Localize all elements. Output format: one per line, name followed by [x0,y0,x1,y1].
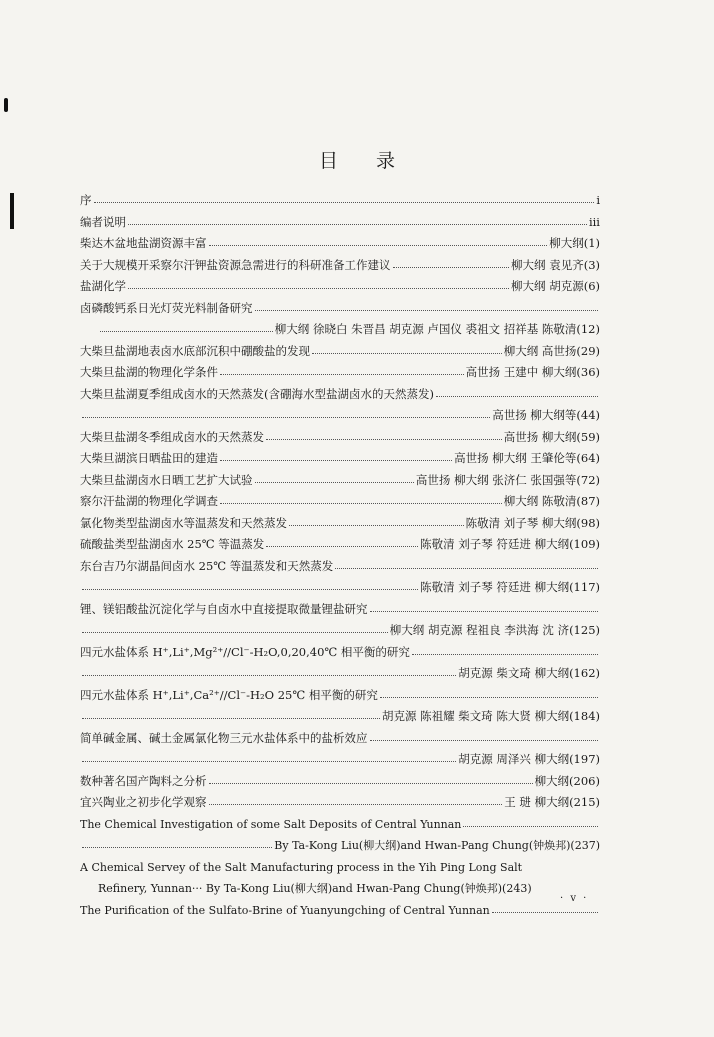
page-title: 目录 [318,150,433,172]
toc-entry[interactable]: 宜兴陶业之初步化学观察 王 琎 柳大纲(215) [80,795,600,809]
toc-entry[interactable]: 大柴旦盐湖地表卤水底部沉积中硼酸盐的发现 柳大纲 高世扬(29) [80,343,600,358]
toc-entry-continued[interactable]: 胡克源 柴文琦 柳大纲(162) [80,663,600,685]
toc-entry[interactable]: 序 i [80,193,600,207]
toc-entry-continued[interactable]: By Ta-Kong Liu(柳大纲)and Hwan-Pang Chung(钟焕邦)(237) [80,835,600,857]
toc-entry[interactable]: 东台吉乃尔湖晶间卤水 25℃ 等温蒸发和天然蒸发 [80,556,600,578]
scan-mark-bar [10,193,14,229]
toc-entry[interactable]: 大柴旦湖滨日晒盐田的建造 高世扬 柳大纲 王肇伦等(64) [80,451,600,465]
toc-entry-continued[interactable]: 胡克源 陈祖耀 柴文琦 陈大贤 柳大纲(184) [80,706,600,728]
toc-entry[interactable]: 数种著名国产陶料之分析 柳大纲(206) [80,773,600,788]
page-number: · v · [560,893,589,904]
toc-entry[interactable]: 硫酸盐类型盐湖卤水 25℃ 等温蒸发 陈敬清 刘子琴 符廷进 柳大纲(109) [80,537,600,551]
toc-entry[interactable]: 四元水盐体系 H⁺,Li⁺,Ca²⁺//Cl⁻-H₂O 25℃ 相平衡的研究 [80,685,600,707]
table-of-contents [80,190,600,921]
toc-entry[interactable]: 卤磷酸钙系日光灯荧光料制备研究 [80,298,600,320]
toc-entry[interactable]: 大柴旦盐湖的物理化学条件 高世扬 王建中 柳大纲(36) [80,365,600,379]
scan-mark-top [4,98,8,112]
toc-entry[interactable]: 大柴旦盐湖冬季组成卤水的天然蒸发 高世扬 柳大纲(59) [80,429,600,444]
toc-entry[interactable]: 察尔汗盐湖的物理化学调查 柳大纲 陈敬清(87) [80,494,600,508]
toc-entry[interactable]: 氯化物类型盐湖卤水等温蒸发和天然蒸发 陈敬清 刘子琴 柳大纲(98) [80,515,600,530]
toc-entry-continued[interactable]: 陈敬清 刘子琴 符廷进 柳大纲(117) [80,577,600,599]
toc-entry[interactable]: The Purification of the Sulfato-Brine of Yuanyungching of Central Yunnan [80,900,600,922]
toc-entry-continued[interactable]: Refinery, Yunnan··· By Ta-Kong Liu(柳大纲)and Hwan-Pang Chung(钟焕邦)(243) [98,882,532,895]
toc-entry[interactable]: 柴达木盆地盐湖资源丰富 柳大纲(1) [80,236,600,250]
toc-entry[interactable]: 关于大规模开采察尔汗钾盐资源急需进行的科研准备工作建议 柳大纲 袁见齐(3) [80,257,600,272]
toc-entry[interactable]: 大柴旦盐湖夏季组成卤水的天然蒸发(含硼海水型盐湖卤水的天然蒸发) [80,384,600,406]
toc-entry[interactable]: 简单碱金属、碱土金属氯化物三元水盐体系中的盐析效应 [80,728,600,750]
toc-entry[interactable]: 盐湖化学 柳大纲 胡克源(6) [80,279,600,293]
toc-entry[interactable]: 编者说明 iii [80,214,600,229]
toc-entry[interactable]: 锂、镁铝酸盐沉淀化学与自卤水中直接提取微量锂盐研究 [80,599,600,621]
toc-entry-continued[interactable]: 柳大纲 徐晓白 朱晋昌 胡克源 卢国仪 裘祖文 招祥基 陈敬清(12) [80,319,600,341]
toc-entry-continued[interactable]: 柳大纲 胡克源 程祖良 李洪海 沈 济(125) [80,620,600,642]
toc-entry[interactable]: The Chemical Investigation of some Salt Deposits of Central Yunnan [80,814,600,836]
toc-entry[interactable]: 大柴旦盐湖卤水日晒工艺扩大试验 高世扬 柳大纲 张济仁 张国强等(72) [80,472,600,487]
toc-entry[interactable]: 四元水盐体系 H⁺,Li⁺,Mg²⁺//Cl⁻-H₂O,0,20,40℃ 相平衡的研究 [80,642,600,664]
toc-entry-continued[interactable]: 高世扬 柳大纲等(44) [80,405,600,427]
toc-entry-continued[interactable]: 胡克源 周泽兴 柳大纲(197) [80,749,600,771]
toc-entry[interactable]: A Chemical Servey of the Salt Manufacturing process in the Yih Ping Long Salt [80,860,523,874]
